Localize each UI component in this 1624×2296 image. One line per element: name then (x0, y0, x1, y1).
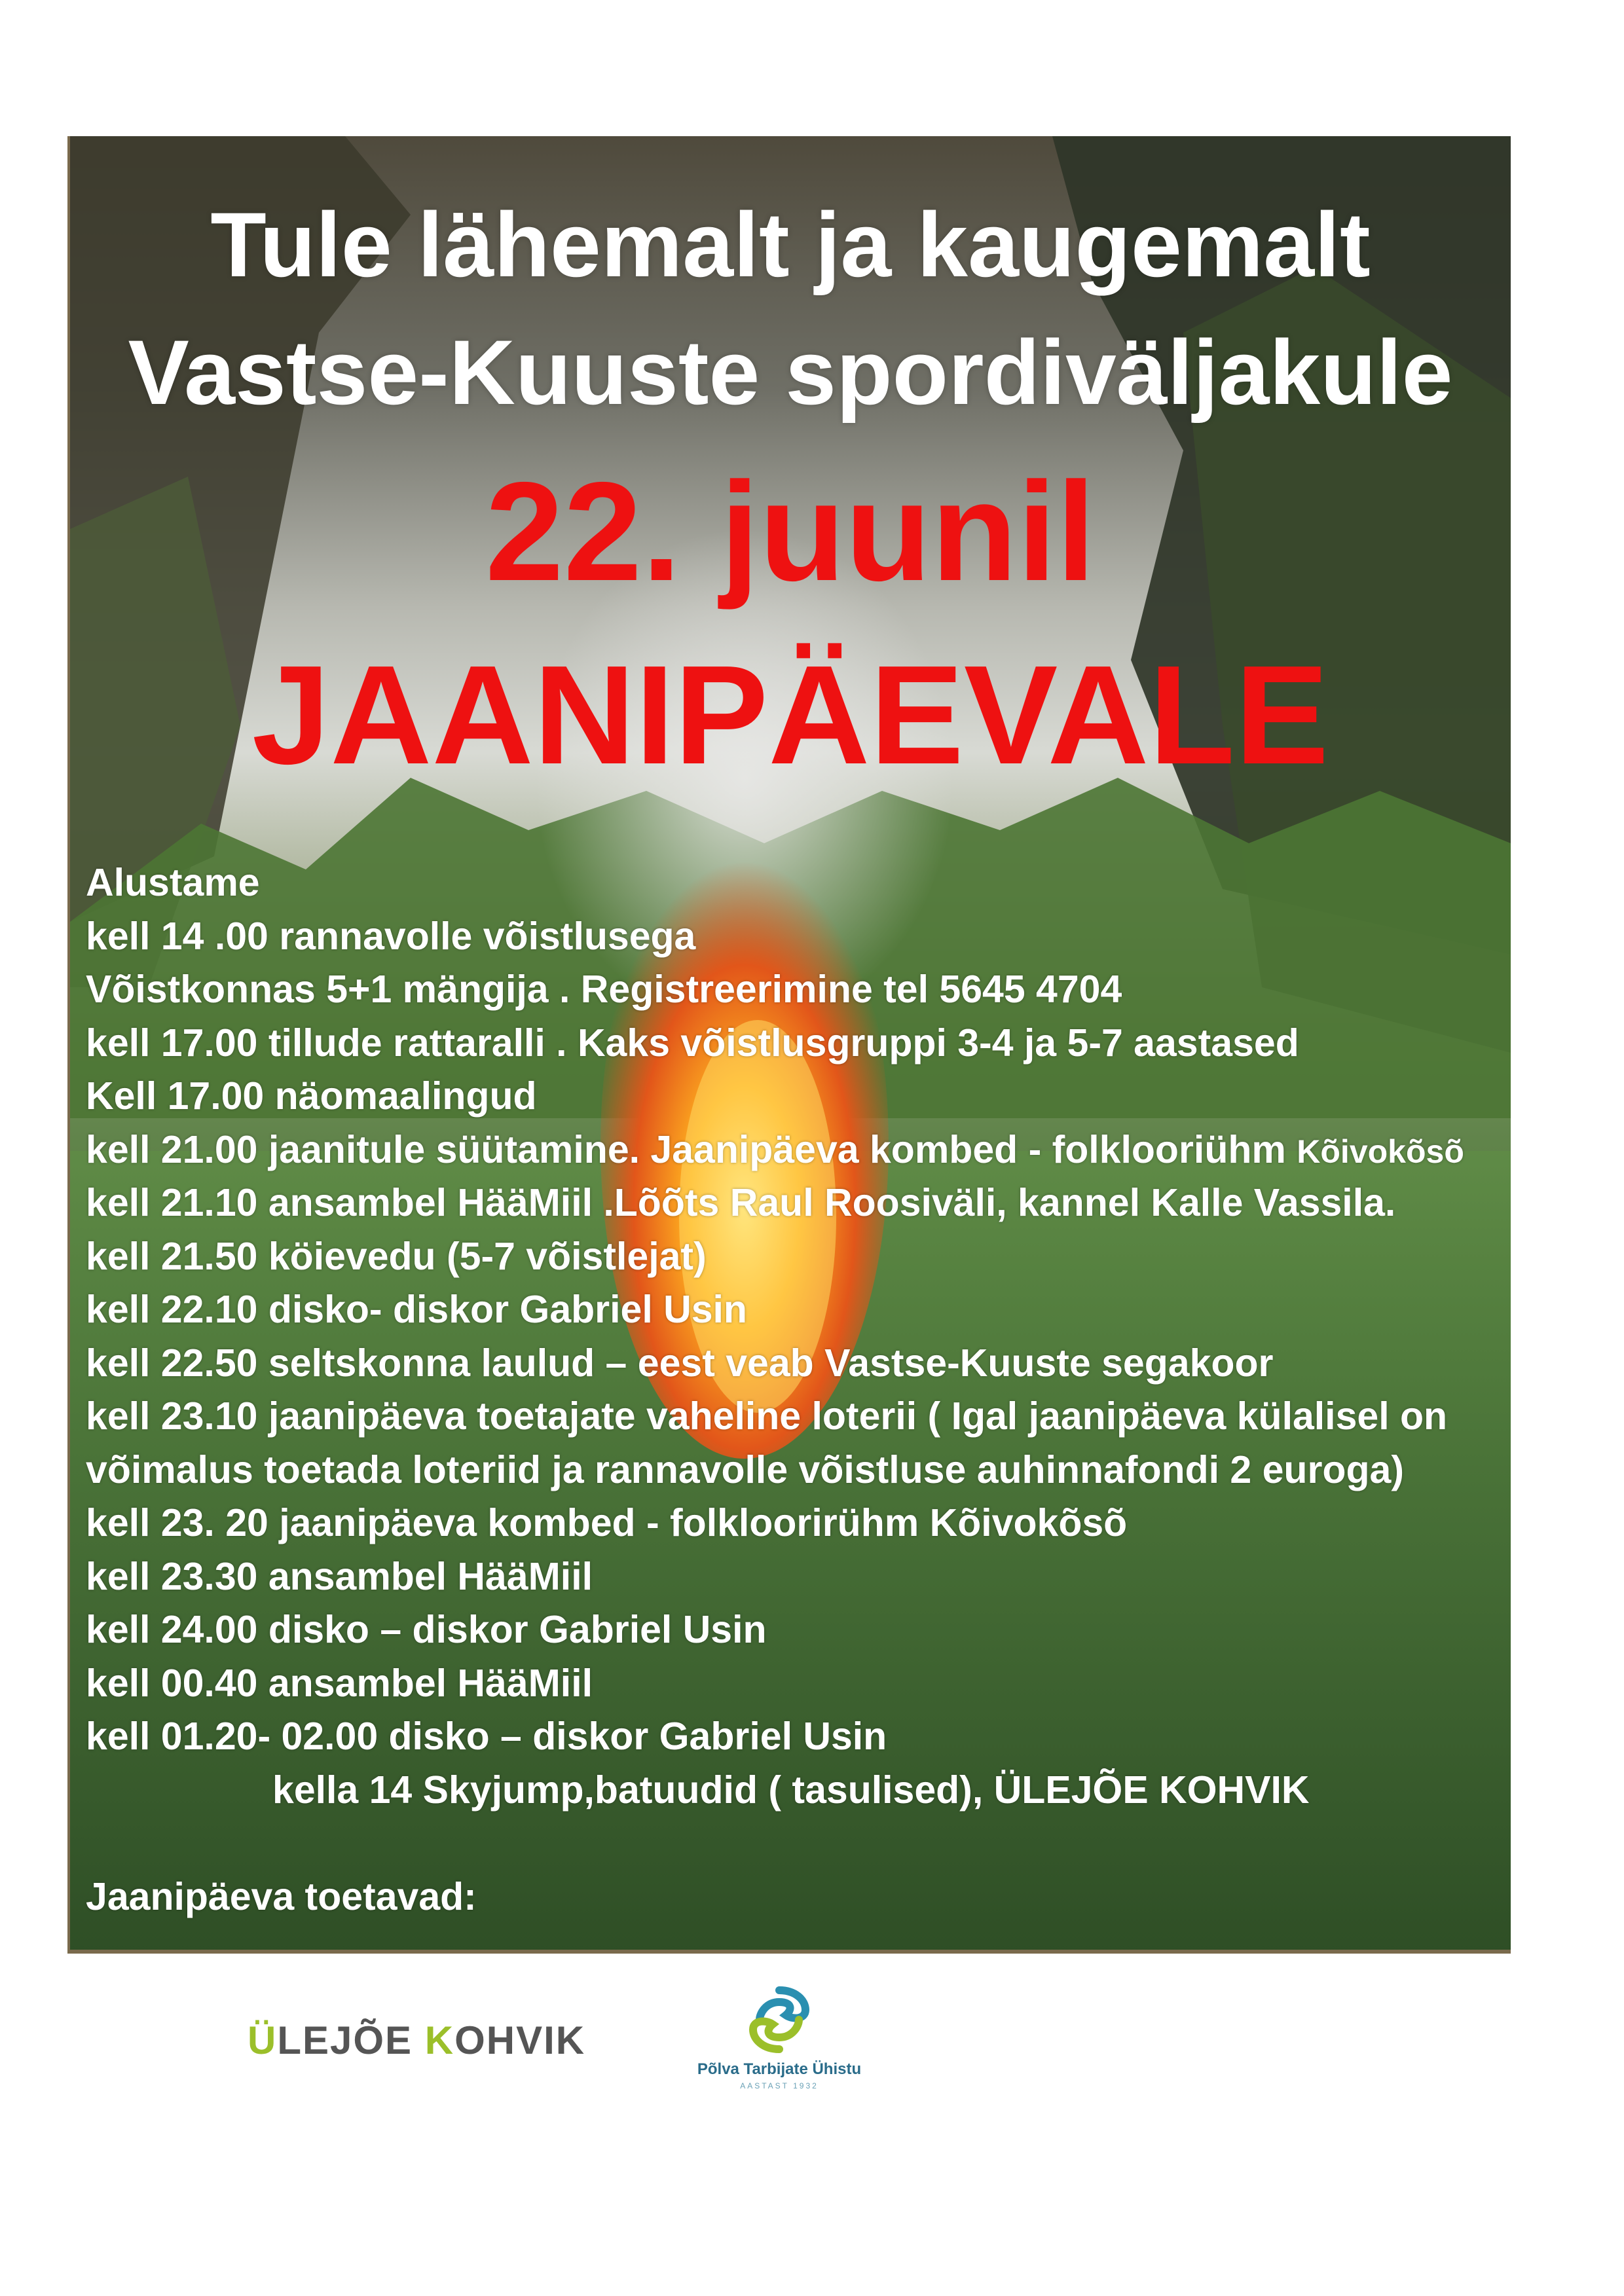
schedule-item: Kell 17.00 näomaalingud (86, 1074, 537, 1118)
logo-letter-k: K (424, 2018, 455, 2062)
logo-text-ohvik: OHVIK (454, 2018, 586, 2062)
logo-text-lejoe: LEJÕE (277, 2018, 425, 2062)
poster-photo (67, 136, 1511, 1954)
schedule-item: kell 14 .00 rannavolle võistlusega (86, 914, 696, 958)
schedule-item: kell 22.10 disko- diskor Gabriel Usin (86, 1288, 747, 1331)
schedule-item: kell 22.50 seltskonna laulud – eest veab Vastse-Kuuste segakoor (86, 1341, 1274, 1385)
schedule-intro: Alustame (86, 861, 260, 904)
headline-line1: Tule lähemalt ja kaugemalt (210, 193, 1371, 296)
schedule-item: kell 17.00 tillude rattaralli . Kaks võistlusgruppi 3-4 ja 5-7 aastased (86, 1021, 1299, 1065)
schedule-item: kell 23.10 jaanipäeva toetajate vaheline loterii ( Igal jaanipäeva külalisel on (86, 1394, 1448, 1438)
event-date: 22. juunil (485, 452, 1096, 610)
ulejoe-kohvik-logo (248, 2018, 585, 2063)
schedule-item: Võistkonnas 5+1 mängija . Registreerimine tel 5645 4704 (86, 968, 1122, 1011)
schedule-item-text: kell 21.00 jaanitule süütamine. Jaanipäeva kombed - folklooriühm (86, 1127, 1286, 1171)
schedule-item: võimalus toetada loteriid ja rannavolle võistluse auhinnafondi 2 euroga) (86, 1448, 1404, 1491)
supporters-label: Jaanipäeva toetavad: (86, 1874, 477, 1918)
ptu-since: AASTAST 1932 (740, 2081, 819, 2090)
schedule-item: kell 24.00 disko – diskor Gabriel Usin (86, 1608, 767, 1651)
schedule-item: kell 23.30 ansambel HääMiil (86, 1554, 593, 1598)
schedule-item: kell 23. 20 jaanipäeva kombed - folkloorirühm Kõivokõsõ (86, 1501, 1128, 1544)
event-title: JAANIPÄEVALE (251, 636, 1329, 793)
schedule-item: kell 01.20- 02.00 disko – diskor Gabriel Usin (86, 1715, 887, 1758)
extras-line: kella 14 Skyjump,batuudid ( tasulised), ÜLEJÕE KOHVIK (272, 1768, 1310, 1812)
ptu-emblem-icon (743, 1984, 815, 2056)
schedule-item: kell 00.40 ansambel HääMiil (86, 1661, 593, 1705)
logo-letter-u: Ü (248, 2018, 278, 2062)
folk-group-name: Kõivokõsõ (1297, 1133, 1464, 1170)
schedule-item: kell 21.10 ansambel HääMiil .Lõõts Raul Roosiväli, kannel Kalle Vassila. (86, 1181, 1396, 1224)
spacer (86, 1817, 1507, 1870)
ptu-logo (684, 1984, 874, 2090)
schedule-item-bonfire (86, 1123, 1507, 1177)
ptu-name: Põlva Tarbijate Ühistu (697, 2060, 862, 2078)
headline-line2: Vastse-Kuuste spordiväljakule (128, 321, 1453, 424)
schedule-block (86, 856, 1507, 1923)
schedule-item: kell 21.50 köievedu (5-7 võistlejat) (86, 1234, 707, 1278)
